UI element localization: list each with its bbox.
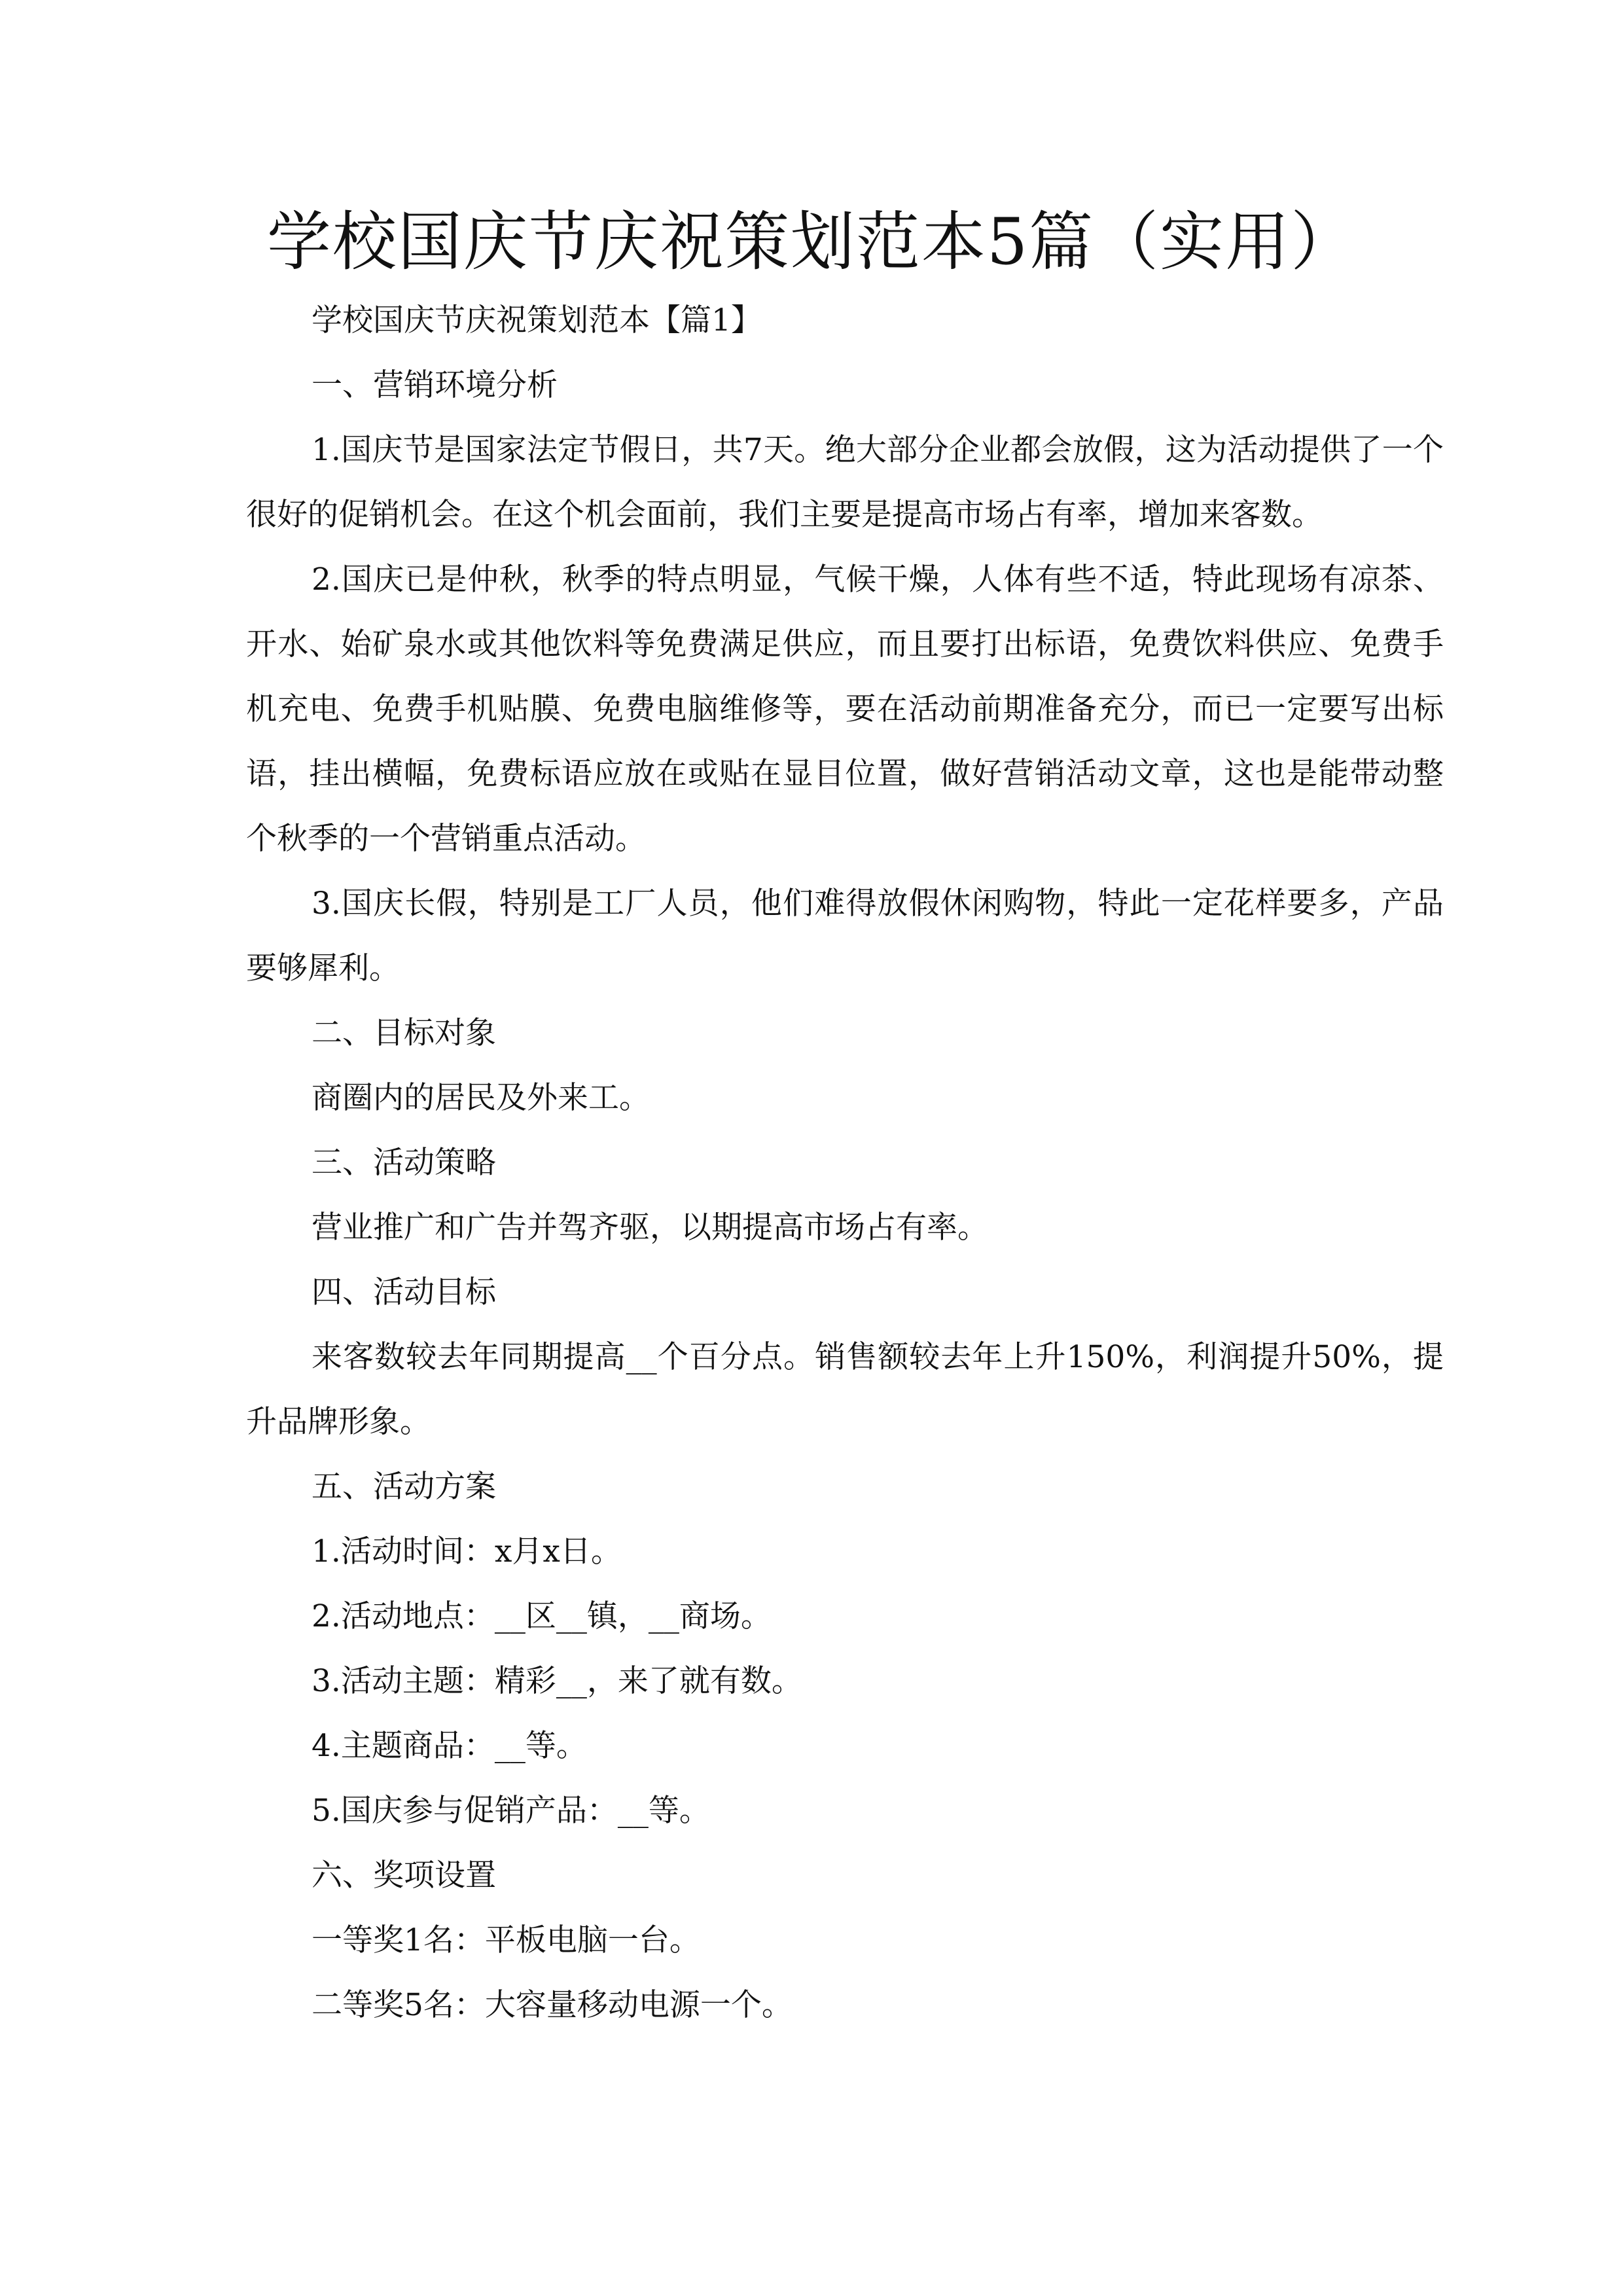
heading-goals: 四、活动目标 (312, 1274, 496, 1310)
paragraph-goals: 来客数较去年同期提高__个百分点。销售额较去年上升150%，利润提升50%，提升品牌形象。 (246, 1339, 1444, 1440)
document-body (246, 288, 1444, 2037)
plan-item-time: 1.活动时间：x月x日。 (312, 1534, 622, 1570)
paragraph-target-audience: 商圈内的居民及外来工。 (312, 1080, 650, 1116)
heading-plan: 五、活动方案 (312, 1469, 496, 1505)
paragraph-analysis-2: 2.国庆已是仲秋，秋季的特点明显，气候干燥，人体有些不适，特此现场有凉茶、开水、始矿泉水或其他饮料等免费满足供应，而且要打出标语，免费饮料供应、免费手机充电、免费手机贴膜、免费电脑维修等，要在活动前期准备充分，而已一定要写出标语，挂出横幅，免费标语应放在或贴在显目位置，做好营销活动文章，这也是能带动整个秋季的一个营销重点活动。 (246, 562, 1444, 857)
document-title: 学校国庆节庆祝策划范本5篇（实用） (266, 205, 1357, 279)
plan-item-theme: 3.活动主题：精彩__，来了就有数。 (312, 1663, 802, 1699)
section-heading-plan-1: 学校国庆节庆祝策划范本【篇1】 (312, 302, 762, 338)
plan-item-promo-products: 5.国庆参与促销产品：__等。 (312, 1793, 710, 1829)
prize-first: 一等奖1名：平板电脑一台。 (312, 1922, 700, 1958)
heading-marketing-analysis: 一、营销环境分析 (312, 367, 558, 403)
prize-second: 二等奖5名：大容量移动电源一个。 (312, 1987, 793, 2023)
paragraph-analysis-1: 1.国庆节是国家法定节假日，共7天。绝大部分企业都会放假，这为活动提供了一个很好的促销机会。在这个机会面前，我们主要是提高市场占有率，增加来客数。 (246, 432, 1444, 533)
heading-prizes: 六、奖项设置 (312, 1857, 496, 1893)
paragraph-strategy: 营业推广和广告并驾齐驱，以期提高市场占有率。 (312, 1210, 988, 1246)
heading-target-audience: 二、目标对象 (312, 1015, 496, 1051)
plan-item-location: 2.活动地点：__区__镇，__商场。 (312, 1598, 772, 1634)
plan-item-theme-products: 4.主题商品：__等。 (312, 1728, 587, 1764)
heading-strategy: 三、活动策略 (312, 1145, 496, 1181)
paragraph-analysis-3: 3.国庆长假，特别是工厂人员，他们难得放假休闲购物，特此一定花样要多，产品要够犀利。 (246, 886, 1444, 986)
